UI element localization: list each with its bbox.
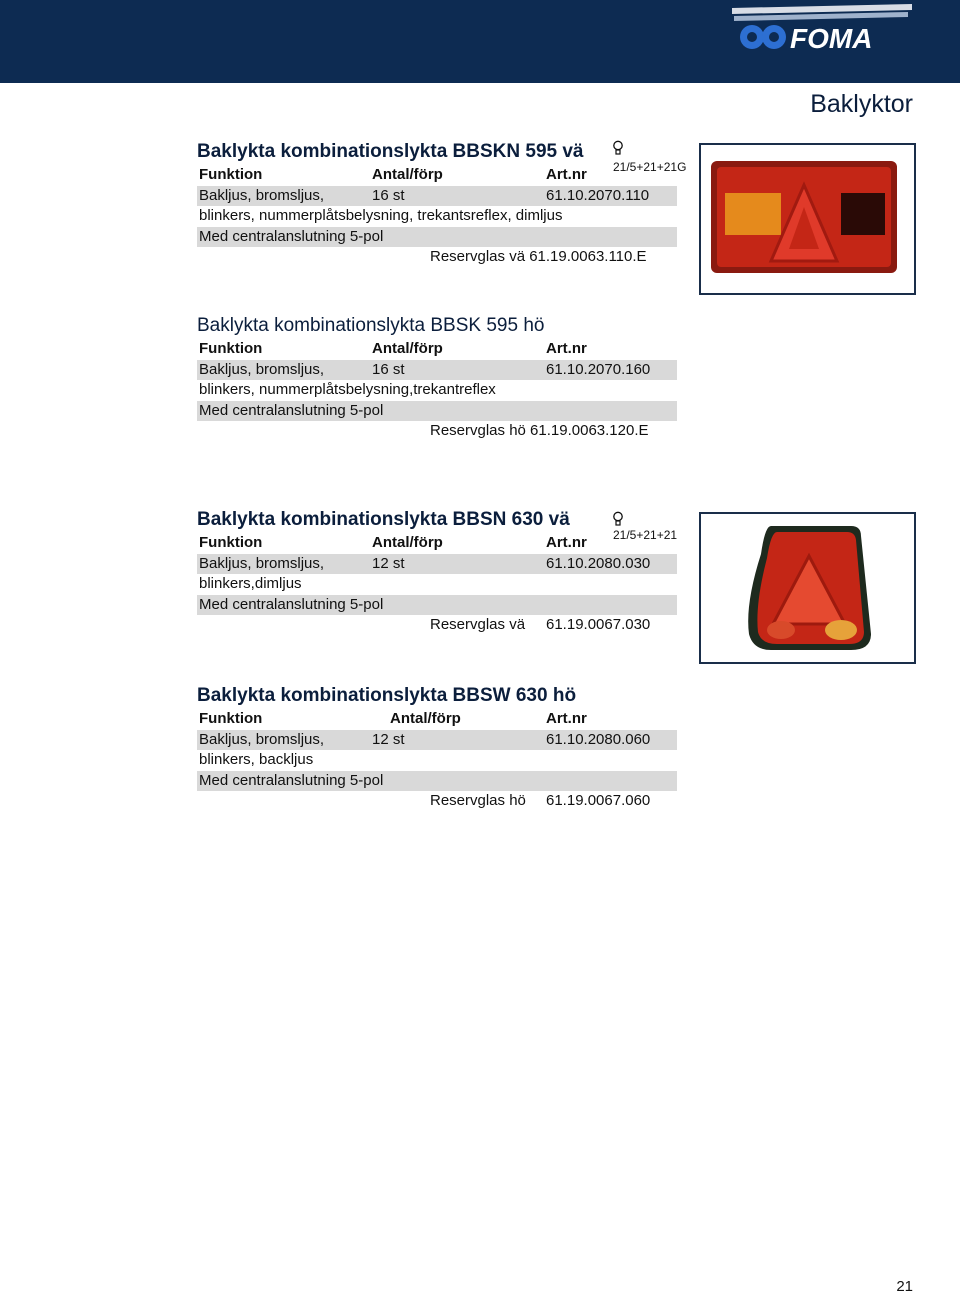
spare-glass: Reservglas hö 61.19.0063.120.E xyxy=(430,422,649,440)
artnr-value: 61.10.2080.060 xyxy=(546,730,651,748)
bulb-icon xyxy=(612,140,624,156)
table-row xyxy=(197,247,677,268)
antal-value: 16 st xyxy=(372,360,405,378)
product-title: Baklykta kombinationslykta BBSN 630 vä xyxy=(197,509,570,530)
table-row xyxy=(197,360,677,381)
col-antal: Antal/förp xyxy=(372,340,443,357)
col-antal: Antal/förp xyxy=(372,166,443,183)
bulb-spec: 21/5+21+21G xyxy=(613,160,687,174)
table-row xyxy=(197,554,677,575)
connection-note: Med centralanslutning 5-pol xyxy=(199,771,384,789)
table-row xyxy=(197,750,677,771)
col-funktion: Funktion xyxy=(199,166,263,183)
table-row xyxy=(197,227,677,248)
funktion-value: Bakljus, bromsljus, xyxy=(199,186,325,204)
col-artnr: Art.nr xyxy=(546,340,587,357)
product-block xyxy=(197,507,677,636)
page-header xyxy=(0,0,960,83)
connection-note: Med centralanslutning 5-pol xyxy=(199,401,384,419)
product-title: Baklykta kombinationslykta BBSKN 595 vä xyxy=(197,141,584,162)
antal-value: 12 st xyxy=(372,730,405,748)
funktion-continued: blinkers, nummerplåtsbelysning,trekantreflex xyxy=(199,381,496,399)
antal-value: 16 st xyxy=(372,186,405,204)
artnr-value: 61.10.2080.030 xyxy=(546,554,651,572)
table-row xyxy=(197,380,677,401)
col-artnr: Art.nr xyxy=(546,534,587,551)
bulb-icon xyxy=(612,511,624,527)
product-title: Baklykta kombinationslykta BBSW 630 hö xyxy=(197,685,577,706)
connection-note: Med centralanslutning 5-pol xyxy=(199,595,384,613)
spare-glass-nr: 61.19.0067.060 xyxy=(546,792,651,810)
artnr-value: 61.10.2070.110 xyxy=(546,186,650,204)
spare-glass-nr: 61.19.0067.030 xyxy=(546,616,651,634)
funktion-value: Bakljus, bromsljus, xyxy=(199,730,325,748)
product-image xyxy=(699,143,916,295)
table-row xyxy=(197,574,677,595)
table-row xyxy=(197,595,677,616)
funktion-continued: blinkers,dimljus xyxy=(199,575,302,593)
connection-note: Med centralanslutning 5-pol xyxy=(199,227,384,245)
artnr-value: 61.10.2070.160 xyxy=(546,360,651,378)
table-header xyxy=(197,533,677,554)
section-title: Baklyktor xyxy=(810,90,913,118)
foma-logo xyxy=(732,4,912,52)
table-header xyxy=(197,165,677,186)
product-block xyxy=(197,139,677,268)
svg-text:FOMA: FOMA xyxy=(790,23,873,52)
product-block xyxy=(197,313,677,442)
page-number: 21 xyxy=(896,1278,913,1295)
table-row xyxy=(197,791,677,812)
table-header xyxy=(197,709,677,730)
table-row xyxy=(197,401,677,422)
col-funktion: Funktion xyxy=(199,534,263,551)
product-image xyxy=(699,512,916,664)
product-title: Baklykta kombinationslykta BBSK 595 hö xyxy=(197,315,545,336)
table-header xyxy=(197,339,677,360)
antal-value: 12 st xyxy=(372,554,405,572)
table-row xyxy=(197,186,677,207)
funktion-value: Bakljus, bromsljus, xyxy=(199,360,325,378)
table-row xyxy=(197,730,677,751)
col-artnr: Art.nr xyxy=(546,166,587,183)
spare-glass-label: Reservglas vä xyxy=(430,616,526,634)
funktion-continued: blinkers, backljus xyxy=(199,751,314,769)
col-artnr: Art.nr xyxy=(546,710,587,727)
table-row xyxy=(197,771,677,792)
bulb-spec: 21/5+21+21 xyxy=(613,528,678,542)
col-funktion: Funktion xyxy=(199,710,263,727)
spare-glass: Reservglas vä 61.19.0063.110.E xyxy=(430,248,647,266)
table-row xyxy=(197,421,677,442)
funktion-value: Bakljus, bromsljus, xyxy=(199,554,325,572)
funktion-continued: blinkers, nummerplåtsbelysning, trekantsreflex, dimljus xyxy=(199,207,563,225)
spare-glass-label: Reservglas hö xyxy=(430,792,526,810)
table-row xyxy=(197,206,677,227)
col-funktion: Funktion xyxy=(199,340,263,357)
product-block xyxy=(197,683,677,812)
table-row xyxy=(197,615,677,636)
col-antal: Antal/förp xyxy=(390,710,461,727)
col-antal: Antal/förp xyxy=(372,534,443,551)
